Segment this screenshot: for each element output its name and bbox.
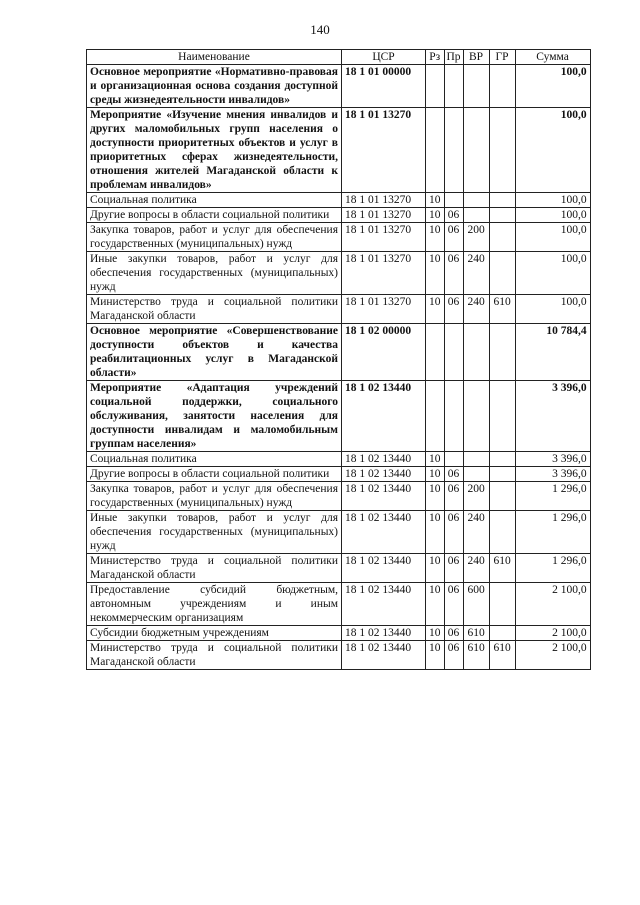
row-name: Предоставление субсидий бюджетным, автономным учреждениям и иным некоммерческим организациям <box>87 583 342 626</box>
row-gr <box>489 324 515 381</box>
row-name: Другие вопросы в области социальной политики <box>87 208 342 223</box>
row-rz: 10 <box>426 641 445 670</box>
row-vr <box>463 467 489 482</box>
row-csr: 18 1 01 13270 <box>342 108 426 193</box>
row-gr <box>489 482 515 511</box>
row-rz: 10 <box>426 295 445 324</box>
row-vr <box>463 381 489 452</box>
table-row <box>87 324 591 381</box>
row-rz: 10 <box>426 511 445 554</box>
row-rz: 10 <box>426 467 445 482</box>
row-vr: 240 <box>463 554 489 583</box>
table-row <box>87 583 591 626</box>
row-name: Министерство труда и социальной политики Магаданской области <box>87 554 342 583</box>
table-row <box>87 626 591 641</box>
table-row <box>87 223 591 252</box>
row-csr: 18 1 02 13440 <box>342 511 426 554</box>
row-gr <box>489 511 515 554</box>
table-row <box>87 641 591 670</box>
table-row <box>87 193 591 208</box>
table-row <box>87 482 591 511</box>
row-pr <box>444 324 463 381</box>
row-csr: 18 1 01 13270 <box>342 193 426 208</box>
row-vr <box>463 452 489 467</box>
row-name: Субсидии бюджетным учреждениям <box>87 626 342 641</box>
table-row <box>87 208 591 223</box>
row-name: Министерство труда и социальной политики Магаданской области <box>87 641 342 670</box>
row-name: Основное мероприятие «Совершенствование доступности объектов и качества реабилитационных услуг в Магаданской области» <box>87 324 342 381</box>
row-gr <box>489 108 515 193</box>
row-pr: 06 <box>444 583 463 626</box>
budget-table <box>86 49 591 670</box>
row-pr <box>444 108 463 193</box>
row-gr: 610 <box>489 554 515 583</box>
row-gr <box>489 467 515 482</box>
row-vr <box>463 324 489 381</box>
row-csr: 18 1 01 13270 <box>342 208 426 223</box>
row-sum: 3 396,0 <box>515 381 590 452</box>
row-gr <box>489 626 515 641</box>
row-sum: 3 396,0 <box>515 452 590 467</box>
header-pr: Пр <box>444 50 463 65</box>
row-gr: 610 <box>489 295 515 324</box>
row-rz <box>426 65 445 108</box>
row-name: Социальная политика <box>87 193 342 208</box>
row-rz <box>426 108 445 193</box>
table-row <box>87 65 591 108</box>
row-vr: 240 <box>463 511 489 554</box>
row-csr: 18 1 02 00000 <box>342 324 426 381</box>
row-rz: 10 <box>426 452 445 467</box>
row-name: Закупка товаров, работ и услуг для обеспечения государственных (муниципальных) нужд <box>87 223 342 252</box>
row-rz: 10 <box>426 193 445 208</box>
row-csr: 18 1 02 13440 <box>342 554 426 583</box>
table-row <box>87 554 591 583</box>
row-name: Закупка товаров, работ и услуг для обеспечения государственных (муниципальных) нужд <box>87 482 342 511</box>
header-gr: ГР <box>489 50 515 65</box>
row-rz <box>426 324 445 381</box>
row-sum: 2 100,0 <box>515 583 590 626</box>
row-pr: 06 <box>444 223 463 252</box>
table-row <box>87 381 591 452</box>
row-pr: 06 <box>444 467 463 482</box>
row-name: Министерство труда и социальной политики Магаданской области <box>87 295 342 324</box>
row-name: Мероприятие «Изучение мнения инвалидов и других маломобильных групп населения о доступности приоритетных объектов и услуг в приоритетных сферах жизнедеятельности, отношения жителей Магаданской области к проблемам инвалидов» <box>87 108 342 193</box>
row-csr: 18 1 02 13440 <box>342 641 426 670</box>
table-row <box>87 467 591 482</box>
row-sum: 100,0 <box>515 295 590 324</box>
row-rz: 10 <box>426 208 445 223</box>
row-name: Иные закупки товаров, работ и услуг для обеспечения государственных (муниципальных) нужд <box>87 511 342 554</box>
row-sum: 3 396,0 <box>515 467 590 482</box>
table-row <box>87 108 591 193</box>
row-gr <box>489 381 515 452</box>
row-sum: 100,0 <box>515 223 590 252</box>
row-sum: 1 296,0 <box>515 554 590 583</box>
row-gr <box>489 65 515 108</box>
row-csr: 18 1 01 00000 <box>342 65 426 108</box>
row-rz: 10 <box>426 554 445 583</box>
page-number: 140 <box>310 22 330 37</box>
row-vr: 610 <box>463 641 489 670</box>
row-gr: 610 <box>489 641 515 670</box>
row-csr: 18 1 02 13440 <box>342 626 426 641</box>
row-vr: 610 <box>463 626 489 641</box>
row-csr: 18 1 01 13270 <box>342 223 426 252</box>
row-sum: 1 296,0 <box>515 482 590 511</box>
table-row <box>87 295 591 324</box>
row-vr: 600 <box>463 583 489 626</box>
row-rz <box>426 381 445 452</box>
row-csr: 18 1 02 13440 <box>342 482 426 511</box>
row-pr: 06 <box>444 626 463 641</box>
row-vr: 240 <box>463 252 489 295</box>
row-rz: 10 <box>426 223 445 252</box>
row-rz: 10 <box>426 626 445 641</box>
row-sum: 2 100,0 <box>515 641 590 670</box>
header-rz: Рз <box>426 50 445 65</box>
row-pr: 06 <box>444 554 463 583</box>
table-row <box>87 511 591 554</box>
header-name: Наименование <box>87 50 342 65</box>
row-vr <box>463 65 489 108</box>
row-rz: 10 <box>426 482 445 511</box>
header-row <box>87 50 591 65</box>
row-pr <box>444 65 463 108</box>
row-sum: 100,0 <box>515 208 590 223</box>
row-csr: 18 1 02 13440 <box>342 467 426 482</box>
row-csr: 18 1 01 13270 <box>342 295 426 324</box>
row-pr: 06 <box>444 511 463 554</box>
row-vr: 200 <box>463 482 489 511</box>
row-pr: 06 <box>444 295 463 324</box>
row-name: Иные закупки товаров, работ и услуг для обеспечения государственных (муниципальных) нужд <box>87 252 342 295</box>
row-gr <box>489 208 515 223</box>
row-csr: 18 1 01 13270 <box>342 252 426 295</box>
header-sum: Сумма <box>515 50 590 65</box>
row-rz: 10 <box>426 252 445 295</box>
row-name: Другие вопросы в области социальной политики <box>87 467 342 482</box>
row-gr <box>489 252 515 295</box>
table-row <box>87 252 591 295</box>
row-csr: 18 1 02 13440 <box>342 452 426 467</box>
row-gr <box>489 583 515 626</box>
row-sum: 1 296,0 <box>515 511 590 554</box>
row-gr <box>489 193 515 208</box>
row-vr <box>463 208 489 223</box>
table-row <box>87 452 591 467</box>
row-pr <box>444 381 463 452</box>
row-sum: 100,0 <box>515 108 590 193</box>
row-name: Социальная политика <box>87 452 342 467</box>
row-pr <box>444 452 463 467</box>
row-gr <box>489 223 515 252</box>
row-vr <box>463 108 489 193</box>
row-sum: 2 100,0 <box>515 626 590 641</box>
row-vr <box>463 193 489 208</box>
row-sum: 100,0 <box>515 252 590 295</box>
row-csr: 18 1 02 13440 <box>342 381 426 452</box>
row-pr: 06 <box>444 641 463 670</box>
row-pr: 06 <box>444 252 463 295</box>
row-name: Основное мероприятие «Нормативно-правовая и организационная основа создания доступной среды жизнедеятельности инвалидов» <box>87 65 342 108</box>
row-pr: 06 <box>444 482 463 511</box>
row-rz: 10 <box>426 583 445 626</box>
row-gr <box>489 452 515 467</box>
row-vr: 200 <box>463 223 489 252</box>
row-vr: 240 <box>463 295 489 324</box>
row-csr: 18 1 02 13440 <box>342 583 426 626</box>
row-sum: 10 784,4 <box>515 324 590 381</box>
header-csr: ЦСР <box>342 50 426 65</box>
row-name: Мероприятие «Адаптация учреждений социальной поддержки, социального обслуживания, занятости населения для доступности инвалидам и маломобильным группам населения» <box>87 381 342 452</box>
row-sum: 100,0 <box>515 65 590 108</box>
row-pr <box>444 193 463 208</box>
row-pr: 06 <box>444 208 463 223</box>
row-sum: 100,0 <box>515 193 590 208</box>
header-vr: ВР <box>463 50 489 65</box>
